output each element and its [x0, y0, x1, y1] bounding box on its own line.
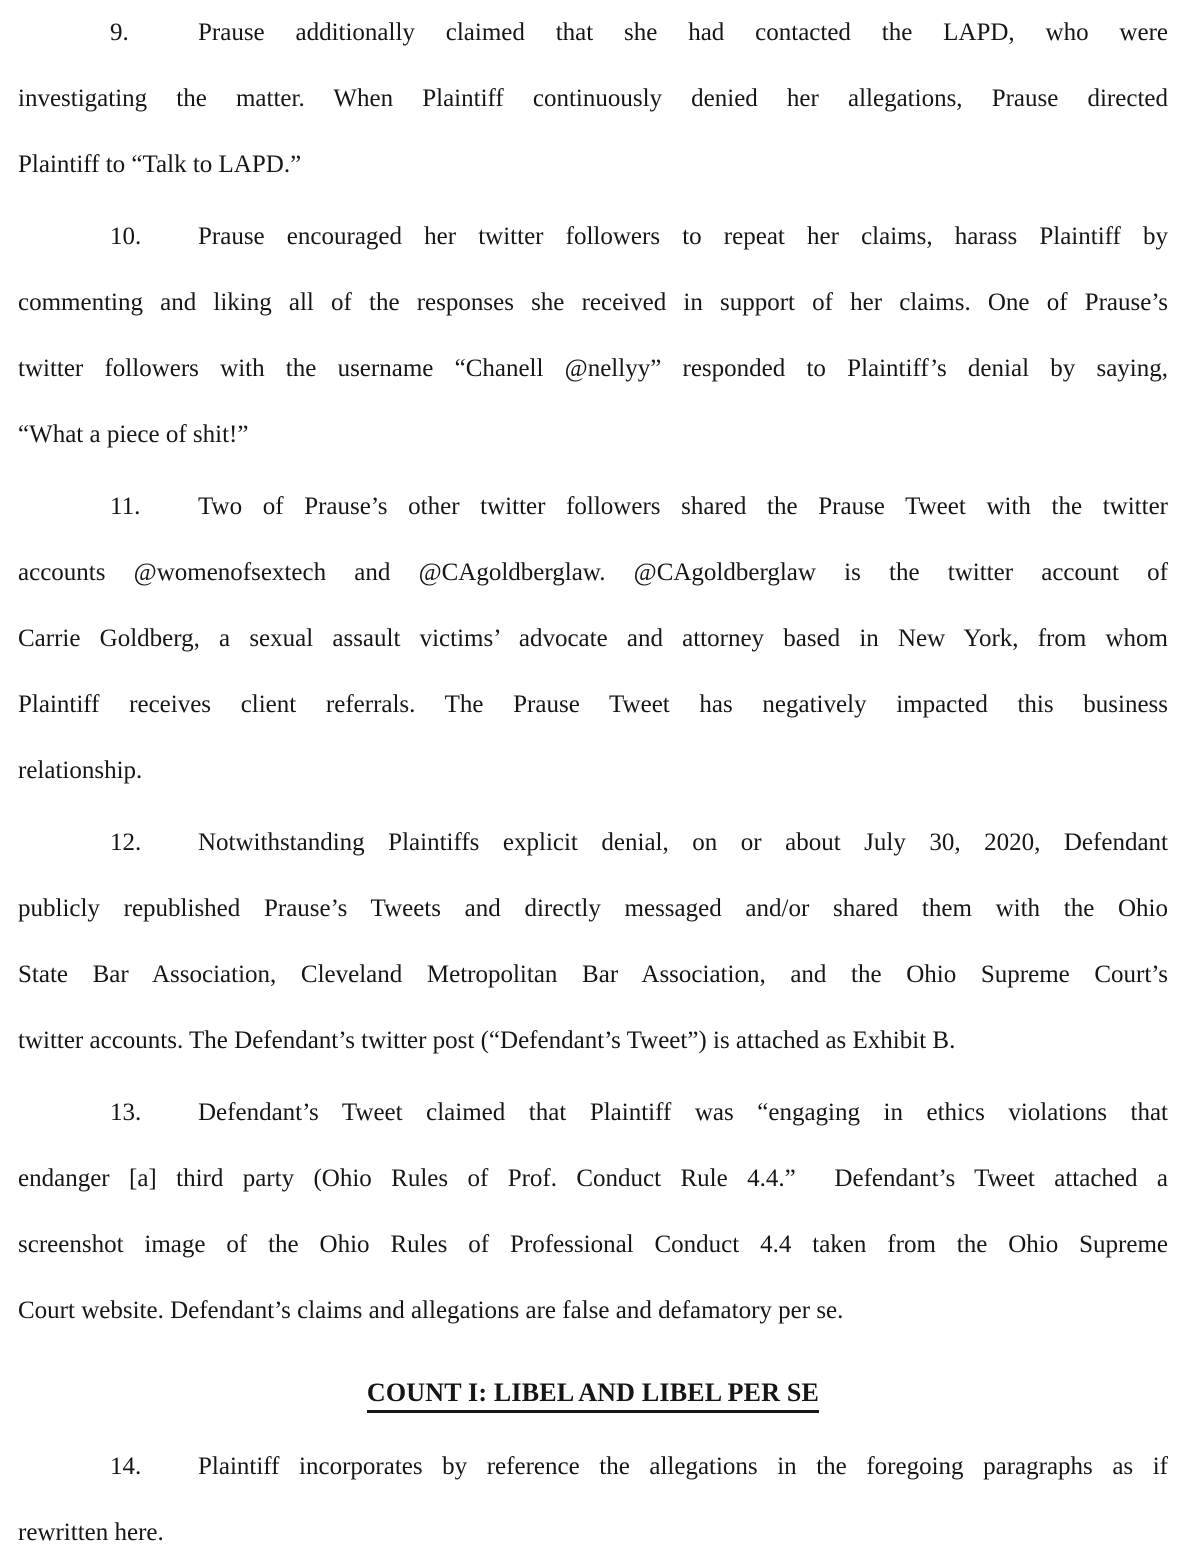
line-text: “What a piece of shit!” — [18, 421, 249, 448]
line-text: Court website. Defendant’s claims and allegations are false and defamatory per se. — [18, 1297, 844, 1324]
paragraph-number: 13. — [110, 1099, 142, 1126]
paragraph-line — [18, 1434, 1168, 1500]
line-text: Plaintiff receives client referrals. The Prause Tweet has negatively impacted this business — [18, 691, 1168, 718]
line-text: Two of Prause’s other twitter followers shared the Prause Tweet with the twitter — [198, 493, 1168, 520]
line-text: twitter accounts. The Defendant’s twitter post (“Defendant’s Tweet”) is attached as Exhibit B. — [18, 1027, 956, 1054]
paragraph-line — [18, 672, 1168, 738]
paragraph-number: 12. — [110, 829, 142, 856]
section-heading — [18, 1360, 1168, 1426]
paragraph-line — [18, 132, 1168, 198]
paragraph-line — [18, 0, 1168, 66]
paragraph-line — [18, 1008, 1168, 1074]
paragraph-11 — [18, 474, 1168, 804]
paragraph-line — [18, 876, 1168, 942]
line-text: accounts @womenofsextech and @CAgoldberglaw. @CAgoldberglaw is the twitter account of — [18, 559, 1168, 586]
line-text: screenshot image of the Ohio Rules of Professional Conduct 4.4 taken from the Ohio Supreme — [18, 1231, 1168, 1258]
paragraph-line — [18, 810, 1168, 876]
line-text: Defendant’s Tweet claimed that Plaintiff was “engaging in ethics violations that — [198, 1099, 1168, 1126]
paragraph-line — [18, 1500, 1168, 1566]
paragraph-number: 14. — [110, 1453, 142, 1480]
paragraph-line — [18, 606, 1168, 672]
line-text: Plaintiff incorporates by reference the allegations in the foregoing paragraphs as if — [198, 1453, 1168, 1480]
line-text: rewritten here. — [18, 1519, 164, 1546]
paragraph-number: 9. — [110, 19, 129, 46]
paragraph-line — [18, 738, 1168, 804]
line-text: Prause encouraged her twitter followers to repeat her claims, harass Plaintiff by — [198, 223, 1168, 250]
line-text: Notwithstanding Plaintiffs explicit denial, on or about July 30, 2020, Defendant — [198, 829, 1168, 856]
paragraph-line — [18, 270, 1168, 336]
paragraph-line — [18, 204, 1168, 270]
line-text: Prause additionally claimed that she had contacted the LAPD, who were — [198, 19, 1168, 46]
paragraph-13 — [18, 1080, 1168, 1344]
line-text: endanger [a] third party (Ohio Rules of Prof. Conduct Rule 4.4.” Defendant’s Tweet attached a — [18, 1165, 1168, 1192]
paragraph-line — [18, 1146, 1168, 1212]
paragraph-number: 10. — [110, 223, 142, 250]
line-text: publicly republished Prause’s Tweets and directly messaged and/or shared them with the Ohio — [18, 895, 1168, 922]
line-text: investigating the matter. When Plaintiff continuously denied her allegations, Prause directed — [18, 85, 1168, 112]
line-text: commenting and liking all of the responses she received in support of her claims. One of Prause’s — [18, 289, 1168, 316]
paragraph-line — [18, 540, 1168, 606]
paragraph-line — [18, 66, 1168, 132]
paragraph-10 — [18, 204, 1168, 468]
paragraph-number: 11. — [110, 493, 141, 520]
paragraph-12 — [18, 810, 1168, 1074]
paragraph-line — [18, 1278, 1168, 1344]
line-text: Carrie Goldberg, a sexual assault victims’ advocate and attorney based in New York, from whom — [18, 625, 1168, 652]
paragraph-line — [18, 474, 1168, 540]
paragraph-line — [18, 942, 1168, 1008]
paragraph-line — [18, 336, 1168, 402]
section-heading-text: COUNT I: LIBEL AND LIBEL PER SE — [367, 1378, 819, 1413]
paragraph-line — [18, 402, 1168, 468]
paragraph-line — [18, 1080, 1168, 1146]
line-text: relationship. — [18, 757, 143, 784]
line-text: State Bar Association, Cleveland Metropolitan Bar Association, and the Ohio Supreme Court’s — [18, 961, 1168, 988]
line-text: twitter followers with the username “Chanell @nellyy” responded to Plaintiff’s denial by saying, — [18, 355, 1168, 382]
line-text: Plaintiff to “Talk to LAPD.” — [18, 151, 302, 178]
paragraph-line — [18, 1212, 1168, 1278]
paragraph-14 — [18, 1434, 1168, 1566]
paragraph-9 — [18, 0, 1168, 198]
